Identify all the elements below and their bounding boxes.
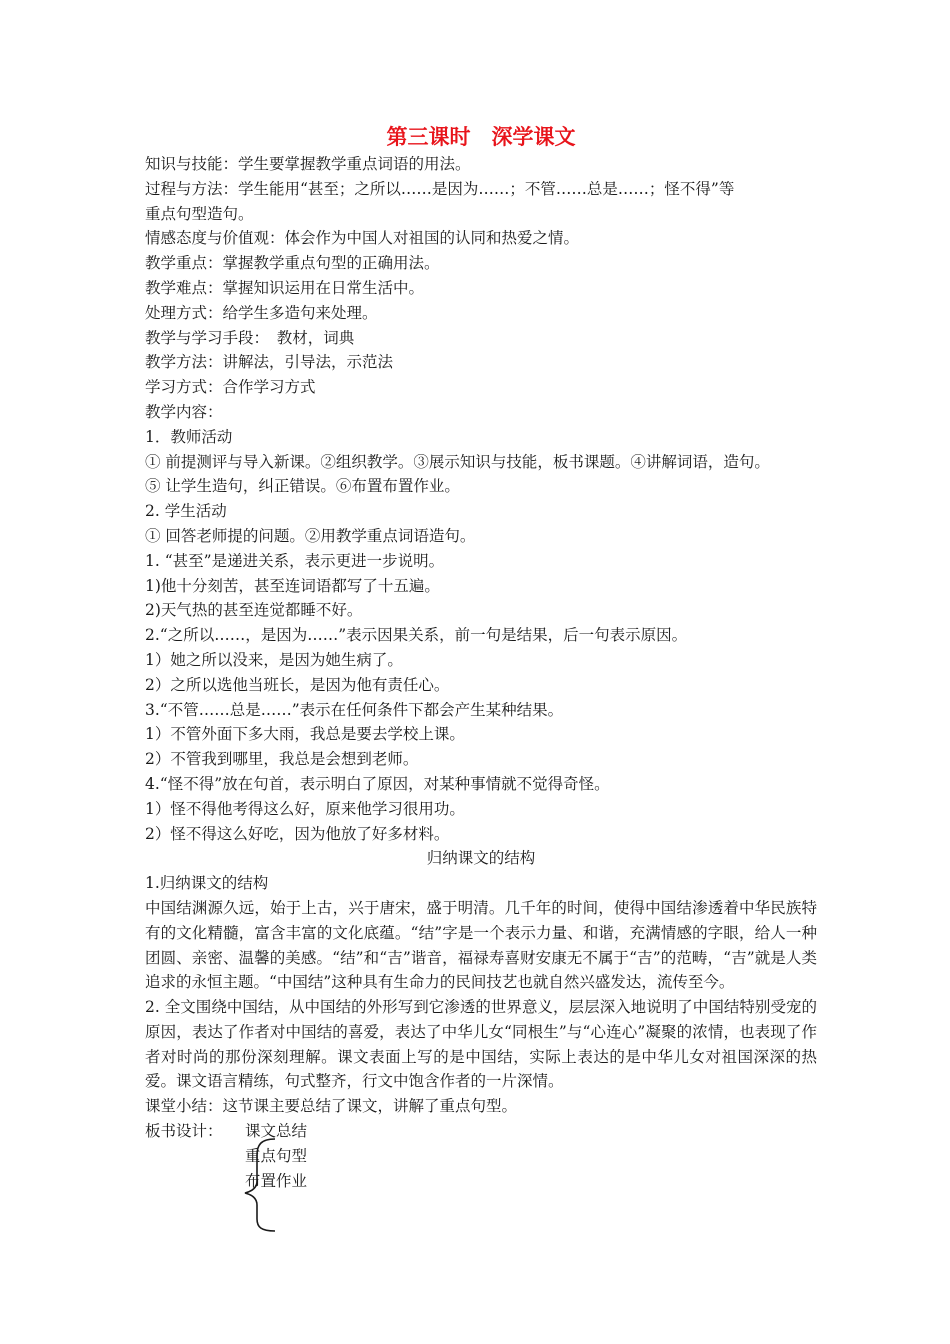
structure-paragraph-2: 2. 全文围绕中国结，从中国结的外形写到它渗透的世界意义，层层深入地说明了中国结特别受宠的原因，表达了作者对中国结的喜爱，表达了中华儿女“同根生”与“心连心”凝聚的浓情，也表现了作者对时尚的那份深刻理解。课文表面上写的是中国结，实际上表达的是中华儿女对祖国深深的热爱。课文语言精练，句式整齐，行文中饱含作者的一片深情。 [145, 998, 818, 1091]
lesson-lines [145, 152, 817, 846]
text-line: 教学重点：掌握教学重点句型的正确用法。 [145, 254, 440, 273]
board-item: 课文总结 [245, 1122, 308, 1141]
board-design-label: 板书设计： [145, 1122, 223, 1141]
document-title: 第三课时 深学课文 [386, 124, 576, 149]
text-line: 教学难点：掌握知识运用在日常生活中。 [145, 278, 425, 297]
text-line: 知识与技能：学生要掌握教学重点词语的用法。 [145, 155, 471, 173]
board-item: 布置作业 [245, 1172, 308, 1191]
text-line: 2）不管我到哪里，我总是会想到老师。 [145, 750, 419, 769]
text-line: 情感态度与价值观：体会作为中国人对祖国的认同和热爱之情。 [145, 229, 580, 248]
text-line: 教学方法：讲解法，引导法，示范法 [145, 353, 394, 372]
text-line: 教学内容： [145, 402, 223, 421]
text-line: 1）她之所以没来，是因为她生病了。 [145, 650, 403, 669]
text-line: 重点句型造句。 [145, 204, 254, 223]
text-line: 1）不管外面下多大雨，我总是要去学校上课。 [145, 725, 465, 744]
section-heading: 归纳课文的结构 [426, 849, 536, 868]
text-line: 1. “甚至”是递进关系，表示更进一步说明。 [145, 551, 445, 570]
structure-paragraph-1: 中国结渊源久远，始于上古，兴于唐宋，盛于明清。几千年的时间，使得中国结渗透着中华民族特有的文化精髓，富含丰富的文化底蕴。“结”字是一个表示力量、和谐，充满情感的字眼，给人一种团圆、亲密、温馨的美感。“结”和“吉”谐音，福禄寿喜财安康无不属于“吉”的范畴，“吉”就是人类追求的永恒主题。“中国结”这种具有生命力的民间技艺也就自然兴盛发达，流传至今。 [145, 898, 817, 992]
text-line: 1．教师活动 [145, 427, 233, 446]
text-line: ① 回答老师提的问题。②用教学重点词语造句。 [145, 526, 476, 545]
text-line: ⑤ 让学生造句，纠正错误。⑥布置布置作业。 [145, 477, 460, 496]
text-line: 过程与方法：学生能用“甚至；之所以……是因为……；不管……总是……；怪不得”等 [145, 179, 735, 198]
document-page [145, 122, 817, 1229]
text-line: 2.“之所以……，是因为……”表示因果关系，前一句是结果，后一句表示原因。 [145, 626, 688, 645]
text-line: 2)天气热的甚至连觉都睡不好。 [145, 601, 363, 620]
text-line: 教学与学习手段： 教材，词典 [145, 328, 355, 347]
text-line: 2. 学生活动 [145, 502, 227, 521]
text-line: ① 前提测评与导入新课。②组织教学。③展示知识与技能，板书课题。④讲解词语，造句。 [145, 452, 770, 471]
text-line: 处理方式：给学生多造句来处理。 [145, 303, 378, 322]
text-line: 学习方式：合作学习方式 [145, 378, 316, 397]
text-line: 2）怪不得这么好吃，因为他放了好多材料。 [145, 824, 450, 843]
structure-item-heading: 1.归纳课文的结构 [145, 874, 269, 893]
board-design [145, 1119, 817, 1229]
board-item: 重点句型 [245, 1147, 308, 1166]
text-line: 3.“不管……总是……”表示在任何条件下都会产生某种结果。 [145, 700, 564, 719]
brace-icon [241, 1137, 281, 1233]
text-line: 1)他十分刻苦，甚至连词语都写了十五遍。 [145, 576, 440, 595]
text-line: 4.“怪不得”放在句首，表示明白了原因，对某种事情就不觉得奇怪。 [145, 774, 610, 793]
lesson-summary: 课堂小结：这节课主要总结了课文，讲解了重点句型。 [145, 1097, 518, 1116]
text-line: 1）怪不得他考得这么好，原来他学习很用功。 [145, 799, 465, 818]
text-line: 2）之所以选他当班长，是因为他有责任心。 [145, 675, 450, 694]
